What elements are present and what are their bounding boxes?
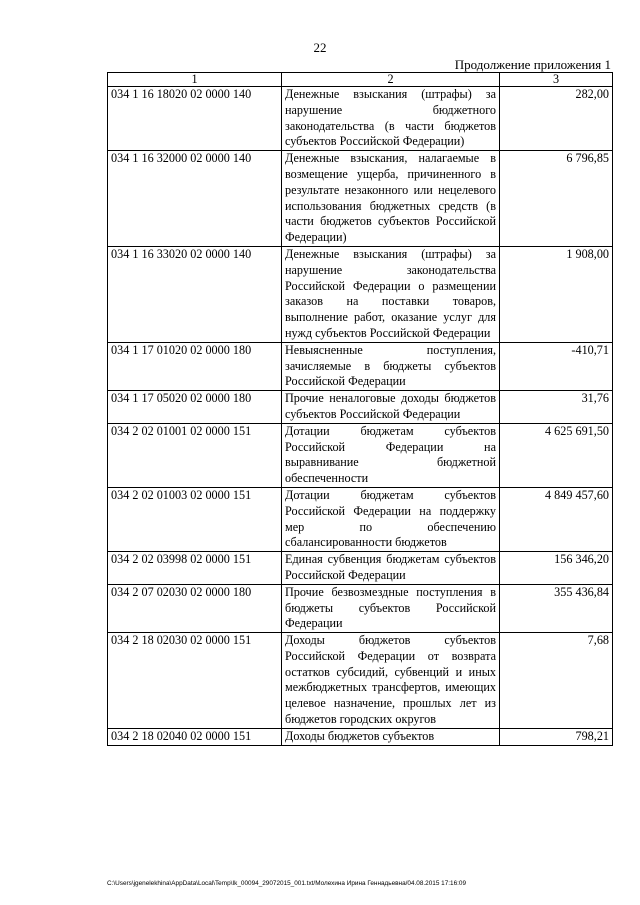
amount-cell: 31,76 [500, 391, 613, 424]
description-cell: Дотации бюджетам субъектов Российской Федерации на поддержку мер по обеспечению сбалансированности бюджетов [282, 487, 500, 551]
budget-code-cell: 034 2 07 02030 02 0000 180 [108, 584, 282, 632]
table-row [108, 728, 613, 745]
column-header: 1 [108, 73, 282, 87]
table-row [108, 391, 613, 424]
table-row [108, 423, 613, 487]
table-row [108, 87, 613, 151]
amount-cell: 798,21 [500, 728, 613, 745]
budget-code-cell: 034 2 02 03998 02 0000 151 [108, 552, 282, 585]
description-cell: Прочие неналоговые доходы бюджетов субъектов Российской Федерации [282, 391, 500, 424]
description-cell: Доходы бюджетов субъектов Российской Федерации от возврата остатков субсидий, субвенций и иных межбюджетных трансфертов, имеющих целевое назначение, прошлых лет из бюджетов городских округов [282, 633, 500, 729]
amount-cell: 4 625 691,50 [500, 423, 613, 487]
table-body [108, 87, 613, 746]
amount-cell: 4 849 457,60 [500, 487, 613, 551]
description-cell: Денежные взыскания (штрафы) за нарушение бюджетного законодательства (в части бюджетов субъектов Российской Федерации) [282, 87, 500, 151]
description-cell: Доходы бюджетов субъектов [282, 728, 500, 745]
budget-code-cell: 034 1 17 05020 02 0000 180 [108, 391, 282, 424]
table-row [108, 246, 613, 342]
description-cell: Денежные взыскания (штрафы) за нарушение законодательства Российской Федерации о размещении заказов на поставки товаров, выполнение работ, оказание услуг для нужд субъектов Российской Федерации [282, 246, 500, 342]
description-cell: Прочие безвозмездные поступления в бюджеты субъектов Российской Федерации [282, 584, 500, 632]
amount-cell: 7,68 [500, 633, 613, 729]
file-path-footer: C:\Users\jgenelekhina\AppData\Local\Temp\Ik_00094_29072015_001.txt/Молехина Ирина Геннадьевна/04.08.2015 17:16:09 [107, 880, 467, 887]
column-header: 2 [282, 73, 500, 87]
amount-cell: 1 908,00 [500, 246, 613, 342]
budget-code-cell: 034 2 18 02030 02 0000 151 [108, 633, 282, 729]
budget-code-cell: 034 2 18 02040 02 0000 151 [108, 728, 282, 745]
budget-code-cell: 034 2 02 01001 02 0000 151 [108, 423, 282, 487]
description-cell: Дотации бюджетам субъектов Российской Федерации на выравнивание бюджетной обеспеченности [282, 423, 500, 487]
page-number: 22 [313, 40, 327, 55]
table-row [108, 342, 613, 390]
amount-cell: 156 346,20 [500, 552, 613, 585]
revenue-table [107, 72, 613, 746]
description-cell: Единая субвенция бюджетам субъектов Российской Федерации [282, 552, 500, 585]
table-row [108, 487, 613, 551]
amount-cell: 282,00 [500, 87, 613, 151]
budget-code-cell: 034 1 16 32000 02 0000 140 [108, 151, 282, 247]
table-row [108, 151, 613, 247]
budget-code-cell: 034 1 16 33020 02 0000 140 [108, 246, 282, 342]
amount-cell: -410,71 [500, 342, 613, 390]
column-header: 3 [500, 73, 613, 87]
description-cell: Денежные взыскания, налагаемые в возмещение ущерба, причиненного в результате незаконного или нецелевого использования бюджетных средств (в части бюджетов субъектов Российской Федерации) [282, 151, 500, 247]
table-row [108, 633, 613, 729]
budget-code-cell: 034 1 16 18020 02 0000 140 [108, 87, 282, 151]
table-row [108, 552, 613, 585]
table-row [108, 584, 613, 632]
description-cell: Невыясненные поступления, зачисляемые в бюджеты субъектов Российской Федерации [282, 342, 500, 390]
amount-cell: 355 436,84 [500, 584, 613, 632]
budget-code-cell: 034 2 02 01003 02 0000 151 [108, 487, 282, 551]
amount-cell: 6 796,85 [500, 151, 613, 247]
budget-code-cell: 034 1 17 01020 02 0000 180 [108, 342, 282, 390]
continuation-label: Продолжение приложения 1 [454, 57, 611, 72]
table-header-row [108, 73, 613, 87]
